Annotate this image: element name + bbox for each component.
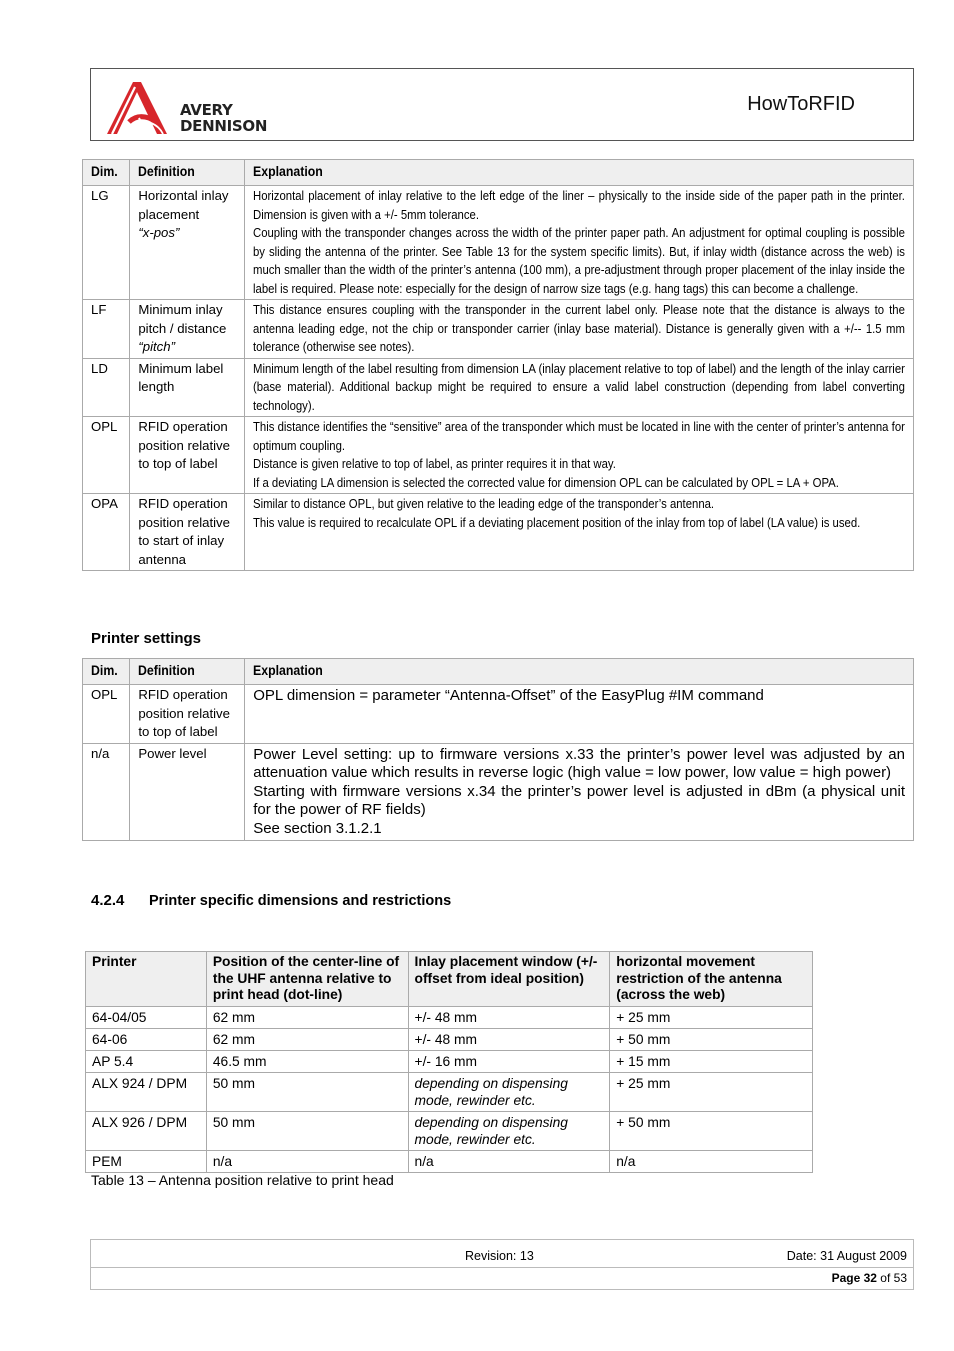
definition-cell — [130, 300, 245, 359]
column-header-definition: Definition — [130, 160, 245, 186]
avery-dennison-logo-icon — [105, 78, 169, 136]
page-footer — [90, 1239, 914, 1290]
restriction-cell: + 50 mm — [610, 1028, 813, 1050]
section-number: 4.2.4 — [91, 892, 125, 909]
table-row — [86, 1150, 813, 1172]
definition-text: Horizontal inlay placement — [138, 188, 229, 222]
window-cell: +/- 48 mm — [408, 1028, 610, 1050]
printer-cell: 64-04/05 — [86, 1006, 207, 1028]
explanation-paragraph: Minimum length of the label resulting from dimension LA (inlay placement relative to top of label) and the length of the inlay carrier (base material). Additional backup might be required to ensure a valid label construction (depending from label converting technology). — [253, 360, 906, 413]
dim-code: OPL — [91, 419, 118, 434]
explanation-cell — [245, 743, 914, 841]
definition-alias: “pitch” — [138, 339, 175, 354]
position-cell: 62 mm — [206, 1028, 408, 1050]
printer-cell: ALX 924 / DPM — [86, 1072, 207, 1111]
dim-code: n/a — [91, 745, 110, 761]
dimensions-table — [82, 159, 914, 571]
page-number — [832, 1271, 907, 1285]
dim-cell — [83, 300, 130, 359]
column-header-definition: Definition — [130, 659, 245, 685]
position-cell: 46.5 mm — [206, 1050, 408, 1072]
explanation-paragraph: Distance is given relative to top of label, as printer requires it in that way. — [253, 456, 617, 471]
printer-cell: ALX 926 / DPM — [86, 1111, 207, 1150]
revision-text: Revision: 13 — [465, 1249, 534, 1263]
table-row — [86, 1111, 813, 1150]
column-header-explanation: Explanation — [245, 659, 914, 685]
explanation-paragraph: Starting with firmware versions x.34 the printer’s power level is adjusted in dBm (a physical unit for the power of RF fields) — [253, 782, 905, 818]
table-row — [83, 494, 914, 571]
position-cell: n/a — [206, 1150, 408, 1172]
explanation-cell — [245, 186, 914, 300]
document-title: HowToRFID — [747, 93, 855, 115]
restriction-cell: + 15 mm — [610, 1050, 813, 1072]
table-row — [83, 358, 914, 417]
window-cell: depending on dispensing mode, rewinder etc. — [408, 1072, 610, 1111]
column-header-restriction: horizontal movement restriction of the antenna (across the web) — [610, 952, 813, 1007]
definition-text: RFID operation position relative to top of label — [138, 419, 230, 471]
section-title: Printer specific dimensions and restrictions — [149, 893, 452, 909]
definition-cell — [130, 417, 245, 494]
definition-cell — [130, 186, 245, 300]
dim-cell — [83, 186, 130, 300]
restriction-cell: n/a — [610, 1150, 813, 1172]
definition-alias: “x-pos” — [138, 225, 180, 240]
definition-text: Minimum inlay pitch / distance — [138, 302, 227, 336]
dim-code: LF — [91, 302, 107, 317]
explanation-paragraph: If a deviating LA dimension is selected the corrected value for dimension OPL can be calculated by OPL = LA + OPA. — [253, 474, 840, 490]
window-cell: depending on dispensing mode, rewinder etc. — [408, 1111, 610, 1150]
date-text: Date: 31 August 2009 — [786, 1249, 907, 1263]
explanation-paragraph: This distance identifies the “sensitive” area of the transponder which must be located in line with the center of printer’s antenna for optimum coupling. — [253, 419, 906, 453]
table-row — [83, 417, 914, 494]
explanation-paragraph: Coupling with the transponder changes across the width of the printer paper path. An adjustment for optimal coupling is possible by sliding the antenna of the printer. See Table 13 for the system specific limits). But, if inlay width (distance across the web) is much smaller than the width of the printer’s antenna (100 mm), a pre-adjustment through proper placement of the inlay inside the label is required. Please note: especially for the design of narrow size tags (e.g. hang tags) this can become a challenge. — [253, 225, 906, 296]
dim-code: OPA — [91, 496, 118, 511]
explanation-paragraph: See section 3.1.2.1 — [253, 819, 382, 837]
table-row — [86, 1028, 813, 1050]
explanation-cell — [245, 685, 914, 744]
printer-specific-table — [85, 951, 813, 1173]
printer-cell: PEM — [86, 1150, 207, 1172]
printer-settings-table — [82, 658, 914, 841]
company-logo — [105, 78, 285, 136]
printer-settings-heading: Printer settings — [91, 630, 202, 647]
definition-text: Minimum label length — [138, 360, 224, 394]
position-cell: 62 mm — [206, 1006, 408, 1028]
dim-cell — [83, 743, 130, 841]
position-cell: 50 mm — [206, 1111, 408, 1150]
column-header-printer: Printer — [86, 952, 207, 1007]
explanation-paragraph: This distance ensures coupling with the transponder in the current label only. Please note that the distance is always to the antenna leading edge, not the chip or transponder carrier (inlay base material). Distance is generally given with a +/-- 1.5 mm tolerance (otherwise see notes). — [253, 302, 906, 354]
column-header-explanation: Explanation — [245, 160, 914, 186]
definition-cell — [130, 743, 245, 841]
definition-text: Power level — [138, 745, 207, 761]
printer-cell: AP 5.4 — [86, 1050, 207, 1072]
position-cell: 50 mm — [206, 1072, 408, 1111]
explanation-cell — [245, 358, 914, 417]
restriction-cell: + 25 mm — [610, 1006, 813, 1028]
explanation-cell — [245, 300, 914, 359]
column-header-dim: Dim. — [83, 659, 130, 685]
logo-wordmark-line1: AVERY — [180, 101, 233, 119]
restriction-cell: + 25 mm — [610, 1072, 813, 1111]
table-row — [83, 300, 914, 359]
table-header-row — [83, 160, 914, 186]
window-cell: +/- 16 mm — [408, 1050, 610, 1072]
window-cell: +/- 48 mm — [408, 1006, 610, 1028]
page-total: of 53 — [880, 1271, 907, 1285]
definition-cell — [130, 685, 245, 744]
page-current: 32 — [863, 1271, 877, 1285]
dim-cell — [83, 358, 130, 417]
explanation-paragraph: Power Level setting: up to firmware versions x.33 the printer’s power level was adjusted by an attenuation value which results in reverse logic (high value = low power, low value = high power) — [253, 745, 905, 781]
restriction-cell: + 50 mm — [610, 1111, 813, 1150]
definition-cell — [130, 494, 245, 571]
explanation-paragraph: This value is required to recalculate OPL if a deviating placement position of the inlay from top of label (LA value) is used. — [253, 514, 861, 530]
explanation-paragraph: Similar to distance OPL, but given relative to the leading edge of the transponder’s antenna. — [253, 496, 715, 511]
table-row — [86, 1006, 813, 1028]
table-caption: Table 13 – Antenna position relative to print head — [91, 1172, 394, 1188]
table-row — [86, 1072, 813, 1111]
logo-wordmark-line2: DENNISON — [180, 117, 268, 135]
table-header-row — [83, 659, 914, 685]
table-row — [86, 1050, 813, 1072]
page-label: Page — [831, 1271, 861, 1285]
window-cell: n/a — [408, 1150, 610, 1172]
printer-cell: 64-06 — [86, 1028, 207, 1050]
explanation-cell — [245, 494, 914, 571]
dim-code: OPL — [91, 687, 118, 702]
definition-cell — [130, 358, 245, 417]
dim-cell — [83, 417, 130, 494]
definition-text: RFID operation position relative to start of inlay antenna — [138, 496, 230, 567]
column-header-dim: Dim. — [83, 160, 130, 186]
dim-code: LG — [91, 188, 109, 203]
column-header-window: Inlay placement window (+/- offset from ideal position) — [408, 952, 610, 1007]
dim-cell — [83, 685, 130, 744]
column-header-position: Position of the center-line of the UHF antenna relative to print head (dot-line) — [206, 952, 408, 1007]
dim-cell — [83, 494, 130, 571]
explanation-paragraph: OPL dimension = parameter “Antenna-Offset” of the EasyPlug #IM command — [253, 687, 764, 704]
explanation-cell — [245, 417, 914, 494]
dim-code: LD — [91, 360, 108, 376]
page-header — [90, 68, 914, 141]
explanation-paragraph: Horizontal placement of inlay relative to the left edge of the liner – physically to the inside side of the paper path in the printer. Dimension is given with a +/- 5mm tolerance. — [253, 188, 906, 222]
footer-row — [91, 1240, 913, 1268]
table-header-row — [86, 952, 813, 1007]
table-row — [83, 743, 914, 841]
table-row — [83, 186, 914, 300]
table-row — [83, 685, 914, 744]
definition-text: RFID operation position relative to top of label — [138, 687, 230, 739]
